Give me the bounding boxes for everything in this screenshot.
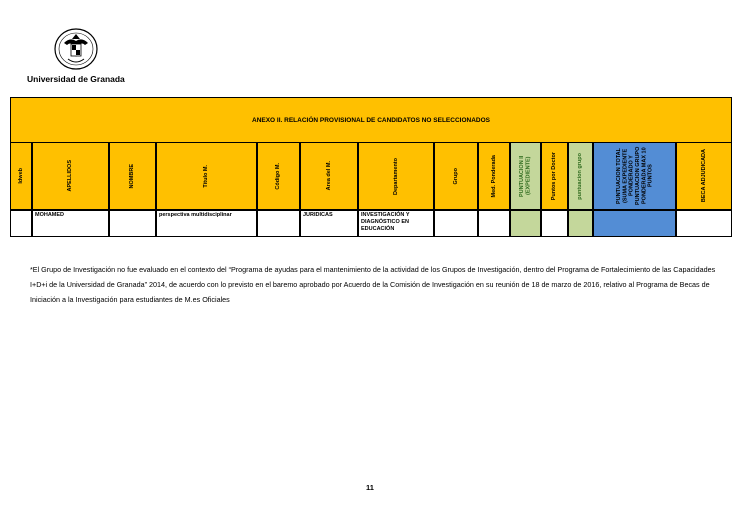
- cell-puntos-doctor: [541, 210, 568, 237]
- cell-grupo: [434, 210, 478, 237]
- candidates-table: [10, 97, 732, 239]
- header-beca: BECA ADJUDICADA: [676, 142, 732, 210]
- cell-departamento: INVESTIGACIÓN Y DIAGNÓSTICO EN EDUCACIÓN: [358, 210, 434, 237]
- cell-area: JURIDICAS: [300, 210, 358, 237]
- header-nombre: NOMBRE: [109, 142, 156, 210]
- cell-beca: [676, 210, 732, 237]
- university-crest-icon: [52, 27, 100, 71]
- header-departamento: Departamento: [358, 142, 434, 210]
- header-puntuacion-grupo: puntuacion grupo: [568, 142, 593, 210]
- cell-codigo: [257, 210, 300, 237]
- cell-puntuacion-grupo: [568, 210, 593, 237]
- university-name: Universidad de Granada: [27, 74, 125, 84]
- header-grupo: Grupo: [434, 142, 478, 210]
- header-puntos-doctor: Puntos por Doctor: [541, 142, 568, 210]
- cell-media: [478, 210, 510, 237]
- cell-puntuacion-total: [593, 210, 676, 237]
- header-puntuacion-total: PUNTUACION TOTAL (SUMA EXPEDIENTE PONDERADO Y PUNTUACION GRUPO PONDERADA MAX 10 PUNTOS: [593, 142, 676, 210]
- cell-puntuacion-expediente: [510, 210, 541, 237]
- cell-apellidos: MOHAMED: [32, 210, 109, 237]
- header-area: Area del M.: [300, 142, 358, 210]
- header-idweb: Idweb: [10, 142, 32, 210]
- header-media: Med. Ponderada: [478, 142, 510, 210]
- header-apellidos: APELLIDOS: [32, 142, 109, 210]
- cell-idweb: [10, 210, 32, 237]
- cell-nombre: [109, 210, 156, 237]
- header-titulo: Título M.: [156, 142, 257, 210]
- header-codigo: Código M.: [257, 142, 300, 210]
- footnote: *El Grupo de Investigación no fue evaluado en el contexto del “Programa de ayudas para el mantenimiento de la actividad de los Grupos de Investigación, dentro del Programa de Fortalecimiento de las Capacidades I+D+i de la Universidad de Granada” 2014, de acuerdo con lo previsto en el baremo aprobado por Acuerdo de la Comisión de Investigación en su reunión de 18 de marzo de 2016, relativo al Programa de Becas de Iniciación a la Investigación para estudiantes de M.es Oficiales: [30, 265, 716, 304]
- cell-titulo: perspectiva multidisciplinar: [156, 210, 257, 237]
- table-title: ANEXO II. RELACIÓN PROVISIONAL DE CANDIDATOS NO SELECCIONADOS: [10, 97, 732, 143]
- header-puntuacion-expediente: PUNTUACION II (EXPEDIENTE): [510, 142, 541, 210]
- page-number: 11: [366, 483, 374, 492]
